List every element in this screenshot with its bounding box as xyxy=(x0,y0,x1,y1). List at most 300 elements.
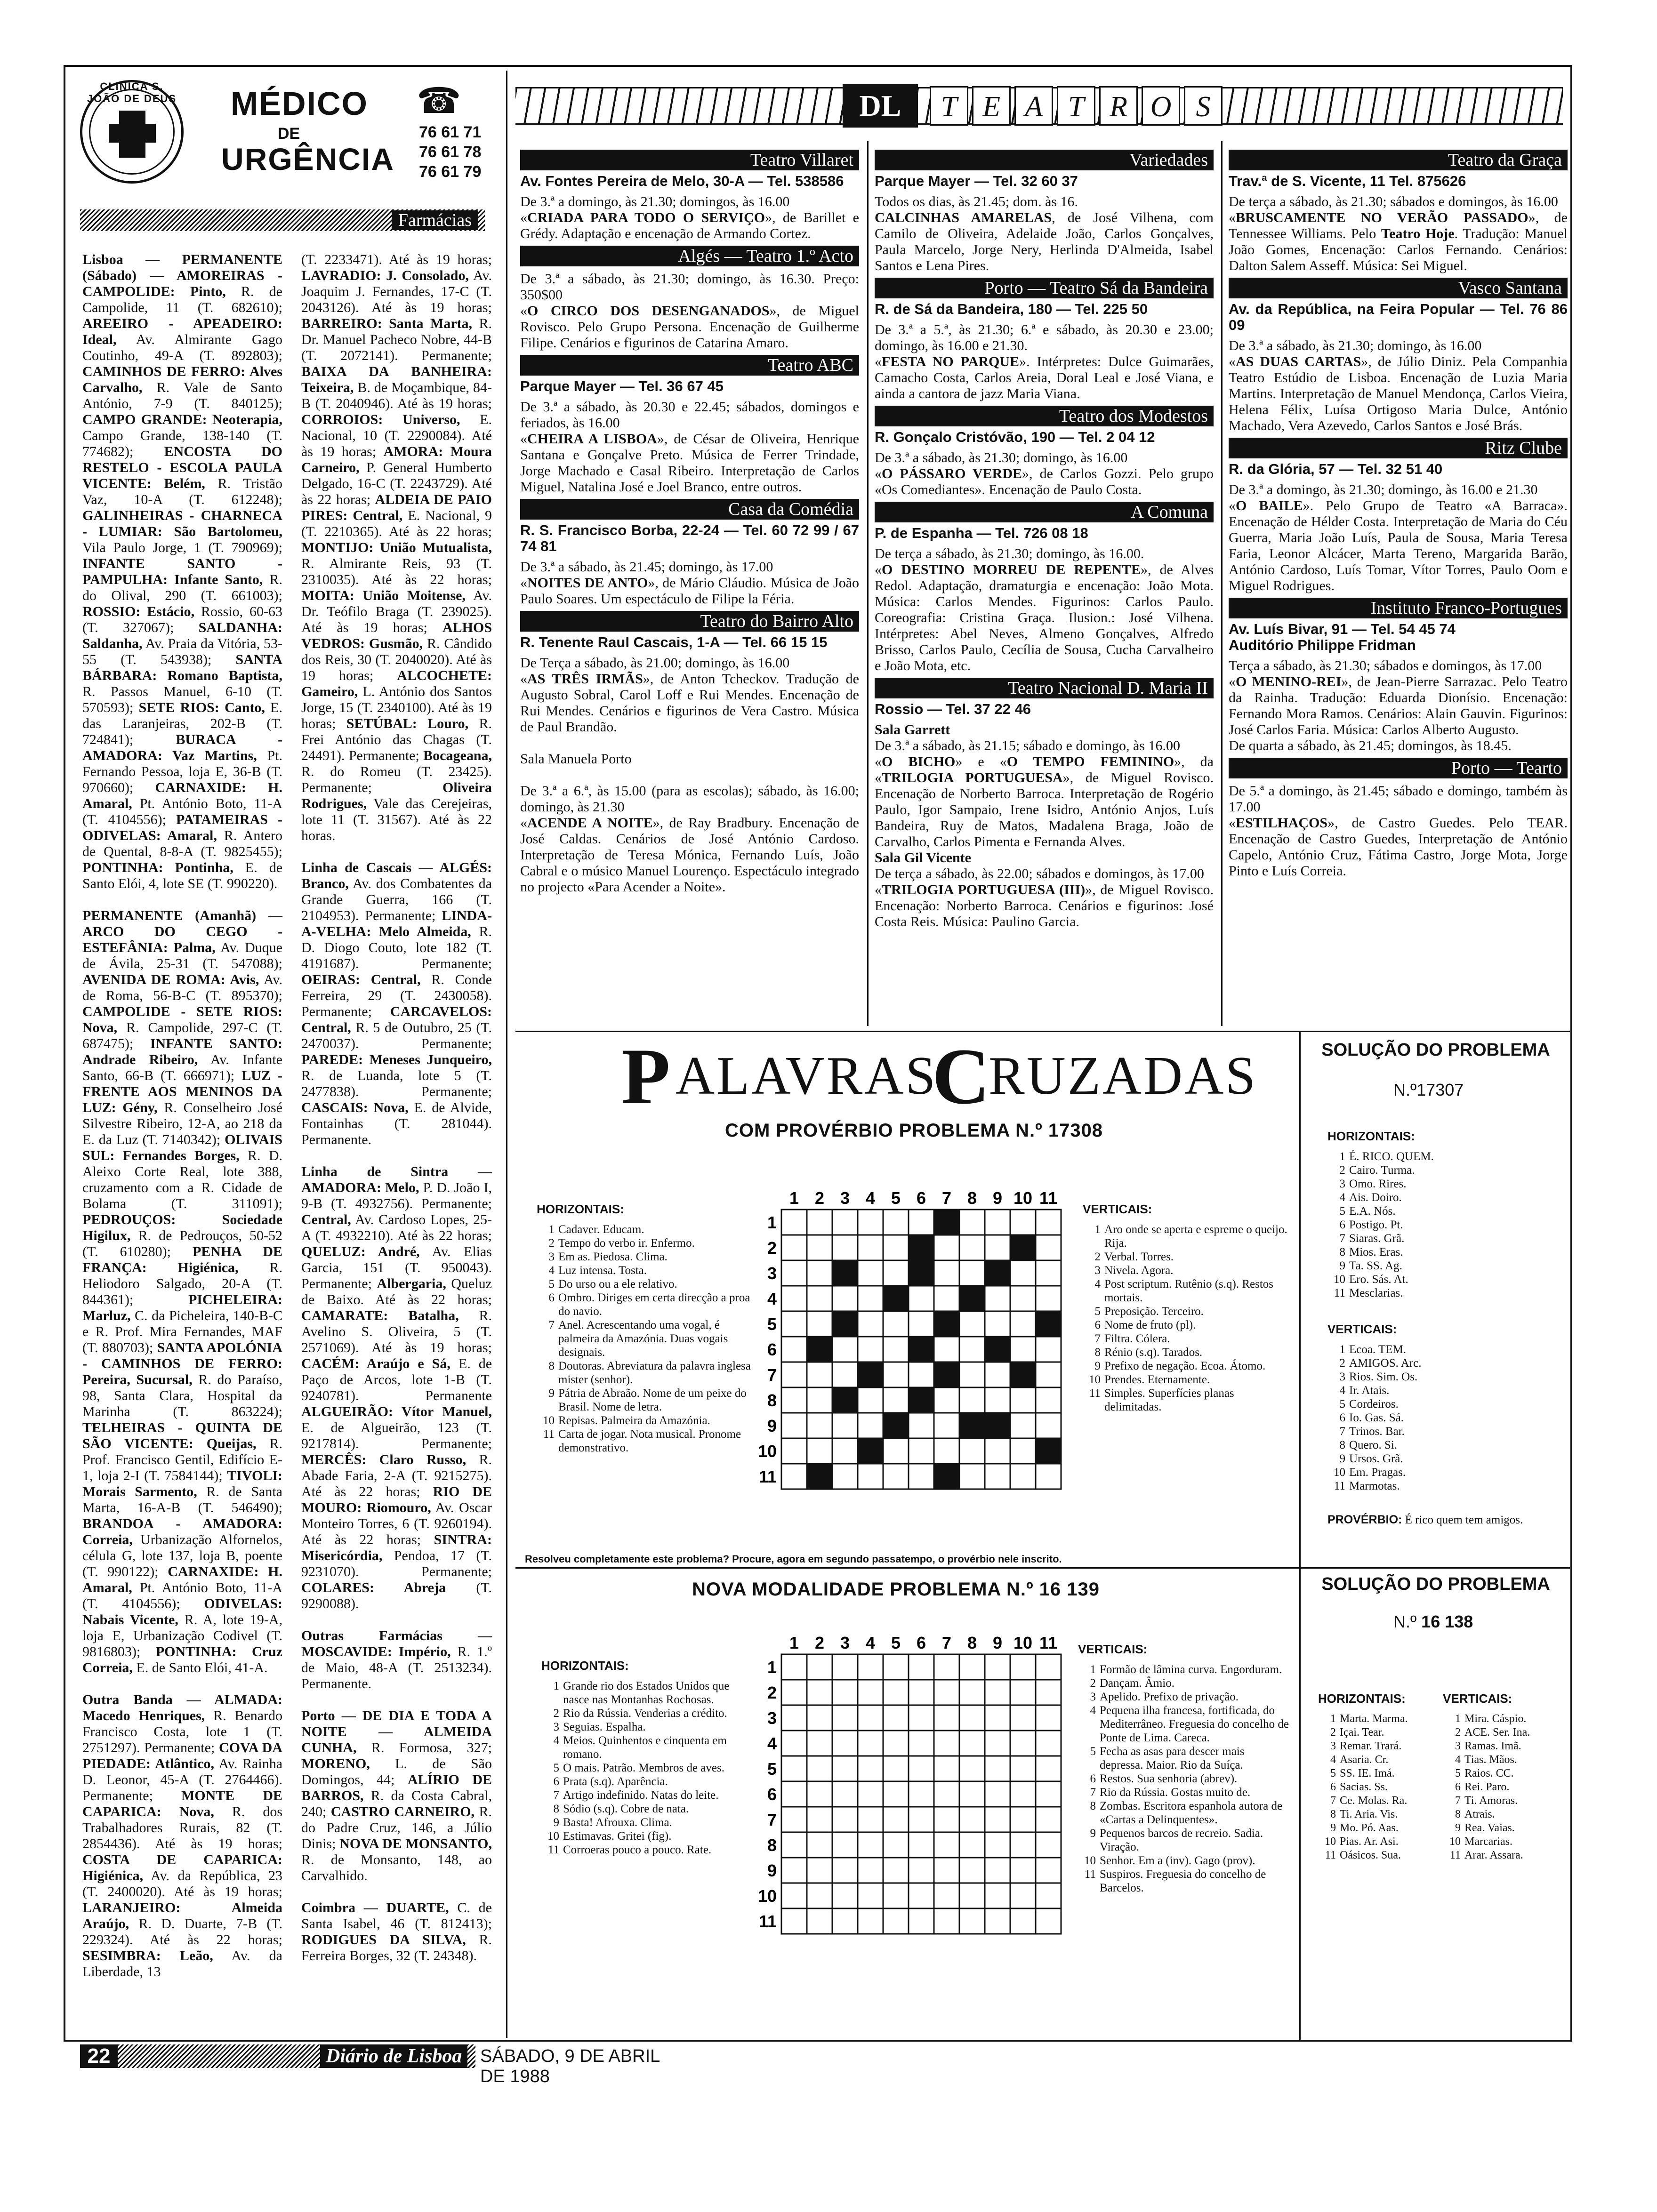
pharmacy-paragraph: (T. 2233471). Até às 19 horas; LAVRADIO: J. Consolado, Av. Joaquim J. Fernandes, 17-C (T. 2043126). Até às 19 horas; BARREIRO: Santa Marta, R. Dr. Manuel Pacheco Nobre, 44-B (T. 2072141). Permanente; BAIXA DA BANHEIRA: Teixeira, B. de Moçambique, 84-B (T. 2040946). Até às 19 horas; CORROIOS: Universo, E. Nacional, 10 (T. 2290084). Até às 19 horas; AMORA: Moura Carneiro, P. General Humberto Delgado, 16-C (T. 2243729). Até às 22 horas; ALDEIA DE PAIO PIRES: Central, E. Nacional, 9 (T. 2210365). Até às 22 horas; MONTIJO: União Mutualista, R. Almirante Reis, 93 (T. 2310035). Até às 22 horas; MOITA: União Moitense, Av. Dr. Teófilo Braga (T. 239025). Até às 19 horas; ALHOS VEDROS: Gusmão, R. Cândido dos Reis, 30 (T. 2040020). Até às 19 horas; ALCOCHETE: Gameiro, L. António dos Santos Jorge, 15 (T. 2340100). Até às 19 horas; SETÚBAL: Louro, R. Frei António das Chagas (T. 24491). Permanente; Bocageana, R. do Romeu (T. 23425). Permanente; Oliveira Rodrigues, Vale das Cerejeiras, lote 11 (T. 31567). Até às 22 horas. xyxy=(301,252,492,843)
clue-item: 8 Atrais. xyxy=(1455,1808,1495,1820)
clue-item: 4 Post scriptum. Rutênio (s.q). Restos mortais. xyxy=(1094,1278,1274,1304)
grid-cell xyxy=(909,1781,934,1807)
grid-cell xyxy=(781,1438,807,1464)
grid-row-number: 2 xyxy=(767,1238,777,1258)
clinic-logo-text: CLINICA S. JOÃO DE DEUS xyxy=(87,80,177,104)
grid-row-number: 7 xyxy=(767,1810,777,1829)
grid-cell xyxy=(781,1858,807,1883)
clue-item: 4 Luz intensa. Tosta. xyxy=(548,1264,647,1277)
clue-item: 3 Omo. Rires. xyxy=(1339,1178,1407,1190)
clue-list-title: VERTICAIS: xyxy=(1083,1202,1152,1216)
teatros-letter-box: T xyxy=(930,86,968,126)
theatre-name-banner: Teatro do Bairro Alto xyxy=(520,611,859,632)
grid-cell xyxy=(1010,1654,1036,1680)
grid-column-number: 2 xyxy=(814,1633,825,1652)
clue-item: 3 Remar. Trará. xyxy=(1330,1740,1402,1752)
grid-black-cell xyxy=(832,1260,858,1286)
grid-cell xyxy=(934,1235,959,1260)
grid-cell xyxy=(985,1210,1010,1235)
grid-cell xyxy=(781,1311,807,1337)
grid-cell xyxy=(985,1438,1010,1464)
cw2-grid xyxy=(758,1631,1087,1951)
grid-cell xyxy=(959,1781,985,1807)
medico-title: MÉDICO xyxy=(231,85,368,122)
farmacias-banner-label: Farmácias xyxy=(392,210,478,230)
grid-cell xyxy=(807,1260,832,1286)
theatre-name-banner: Casa da Comédia xyxy=(520,499,859,520)
theatre-listing xyxy=(875,678,1214,930)
pharmacy-paragraph: PERMANENTE (Amanhã) — ARCO DO CEGO - ESTEFÂNIA: Palma, Av. Duque de Ávila, 25-31 (T. 547088); AVENIDA DE ROMA: Avis, Av. de Roma, 56-B-C (T. 895370); CAMPOLIDE - SETE RIOS: Nova, R. Campolide, 297-C (T. 687475); INFANTE SANTO: Andrade Ribeiro, Av. Infante Santo, 66-B (T. 666971); LUZ - FRENTE AOS MENINOS DA LUZ: Gény, R. Conselheiro José Silvestre Ribeiro, 12-A, ao 218 da E. da Luz (T. 7140342); OLIVAIS SUL: Fernandes Borges, R. D. Aleixo Corte Real, lote 388, cruzamento com a R. Cidade de Bolama (T. 311091); PEDROUÇOS: Sociedade Higilux, R. de Pedrouços, 50-52 (T. 610280); PENHA DE FRANÇA: Higiénica, R. Heliodoro Salgado, 20-A (T. 844361); PICHELEIRA: Marluz, C. da Picheleira, 140-B-C e R. Prof. Mira Fernandes, MAF (T. 880703); SANTA APOLÓNIA - CAMINHOS DE FERRO: Pereira, Sucursal, R. do Paraíso, 98, Santa Clara, Hospital da Marinha (T. 863224); TELHEIRAS - QUINTA DE SÃO VICENTE: Queijas, R. Prof. Francisco Gentil, Edifício E-1, loja 2-I (T. 7584144); TIVOLI: Morais Sarmento, R. de Santa Marta, 16-A-B (T. 546490); BRANDOA - AMADORA: Correia, Urbanização Alfornelos, célula G, lote 137, loja B, poente (T. 990122); CARNAXIDE: H. Amaral, Pt. António Boto, 11-A (T. 4104556); ODIVELAS: Nabais Vicente, R. A, lote 19-A, loja E, Urbanização Codivel (T. 9816803); PONTINHA: Cruz Correia, E. de Santo Elói, 41-A. xyxy=(82,908,283,1675)
theatre-name-banner: Porto — Tearto xyxy=(1229,758,1568,778)
theatre-address: Av. Fontes Pereira de Melo, 30-A — Tel. 538586 xyxy=(520,173,844,189)
grid-cell xyxy=(1010,1438,1036,1464)
grid-cell xyxy=(807,1387,832,1413)
clue-item: 9 Ursos. Grã. xyxy=(1339,1452,1403,1465)
grid-column-number: 2 xyxy=(814,1188,825,1208)
grid-cell xyxy=(781,1387,807,1413)
column-divider xyxy=(1299,1031,1301,2040)
grid-cell xyxy=(934,1908,959,1934)
grid-cell xyxy=(883,1260,909,1286)
grid-cell xyxy=(1010,1337,1036,1362)
clue-item: 6 Io. Gas. Sá. xyxy=(1339,1411,1404,1424)
grid-cell xyxy=(934,1883,959,1908)
theatre-details: De 5.ª a domingo, às 21.45; sábado e domingo, também às 17.00 «ESTILHAÇOS», de Castro Guedes. Pelo TEAR. Encenação de Castro Guedes, Interpretação de António Capelo, António Cruz, Fátima Castro, Jorge Mota, Jorge Pinto e Luís Correia. xyxy=(1229,783,1568,879)
grid-cell xyxy=(985,1781,1010,1807)
grid-cell xyxy=(934,1260,959,1286)
clue-item: 9 Prefixo de negação. Ecoa. Átomo. xyxy=(1094,1360,1266,1372)
grid-cell xyxy=(832,1362,858,1387)
grid-cell xyxy=(985,1387,1010,1413)
clue-item: 6 Ombro. Diriges em certa direcção a proa do navio. xyxy=(548,1291,750,1318)
clue-item: 2 Tempo do verbo ir. Enfermo. xyxy=(548,1237,695,1250)
grid-cell xyxy=(909,1464,934,1489)
clue-item: 11 Oásicos. Sua. xyxy=(1325,1849,1401,1861)
grid-cell xyxy=(858,1286,883,1311)
grid-cell xyxy=(883,1337,909,1362)
grid-cell xyxy=(807,1438,832,1464)
title-ruzadas: RUZADAS xyxy=(989,1046,1258,1106)
clue-item: 2 ACE. Ser. Ina. xyxy=(1455,1726,1530,1739)
clue-item: 8 Ti. Aria. Vis. xyxy=(1330,1808,1398,1820)
grid-cell xyxy=(807,1883,832,1908)
grid-cell xyxy=(883,1387,909,1413)
clue-item: 3 Ramas. Imã. xyxy=(1455,1740,1521,1752)
title-letter-c: C xyxy=(932,1032,991,1121)
grid-column-number: 1 xyxy=(789,1633,799,1652)
grid-black-cell xyxy=(858,1438,883,1464)
grid-cell xyxy=(985,1858,1010,1883)
grid-cell xyxy=(883,1858,909,1883)
clue-item: 5 E.A. Nós. xyxy=(1339,1205,1396,1218)
grid-cell xyxy=(781,1235,807,1260)
grid-cell xyxy=(807,1858,832,1883)
cw2-verticals xyxy=(1078,1643,1290,1895)
grid-cell xyxy=(832,1337,858,1362)
clue-item: 10 Prendes. Eternamente. xyxy=(1089,1373,1210,1386)
grid-column-number: 6 xyxy=(916,1633,926,1652)
grid-black-cell xyxy=(934,1362,959,1387)
grid-cell xyxy=(1010,1807,1036,1832)
grid-cell xyxy=(1010,1210,1036,1235)
teatros-letter-box: A xyxy=(1014,86,1053,126)
grid-cell xyxy=(1010,1286,1036,1311)
theatre-listing xyxy=(1229,150,1568,274)
grid-cell xyxy=(807,1832,832,1858)
clue-item: 11 Arar. Assara. xyxy=(1449,1849,1523,1861)
grid-cell xyxy=(807,1362,832,1387)
clue-item: 5 Fecha as asas para descer mais depressa. Maior. Rio da Suíça. xyxy=(1090,1745,1245,1771)
grid-row-number: 7 xyxy=(767,1365,777,1385)
grid-black-cell xyxy=(909,1387,934,1413)
clue-item: 7 Ti. Amoras. xyxy=(1455,1795,1518,1807)
grid-column-number: 3 xyxy=(840,1188,850,1208)
clue-item: 2 Içai. Tear. xyxy=(1330,1726,1384,1739)
grid-cell xyxy=(934,1858,959,1883)
grid-black-cell xyxy=(934,1464,959,1489)
grid-cell xyxy=(832,1680,858,1705)
sol1-title: SOLUÇÃO DO PROBLEMA xyxy=(1321,1040,1550,1060)
grid-black-cell xyxy=(883,1413,909,1438)
clue-item: 3 Em as. Piedosa. Clima. xyxy=(548,1250,668,1263)
clue-item: 4 Ir. Atais. xyxy=(1339,1384,1390,1397)
grid-row-number: 11 xyxy=(758,1912,777,1931)
telephone-icon: ☎ xyxy=(417,81,461,121)
clue-list-title: HORIZONTAIS: xyxy=(541,1659,629,1673)
grid-cell xyxy=(1010,1858,1036,1883)
grid-row-number: 6 xyxy=(767,1340,777,1359)
sol2-title: SOLUÇÃO DO PROBLEMA xyxy=(1321,1574,1550,1594)
theatre-address: Av. Luís Bivar, 91 — Tel. 54 45 74 Auditório Philippe Fridman xyxy=(1229,621,1456,653)
grid-cell xyxy=(1036,1413,1061,1438)
clue-item: 5 SS. IE. Imá. xyxy=(1330,1767,1395,1779)
teatros-column-1 xyxy=(520,146,859,899)
sol2-number xyxy=(1393,1612,1473,1632)
clue-item: 6 Postigo. Pt. xyxy=(1339,1218,1403,1231)
grid-cell xyxy=(934,1832,959,1858)
clue-item: 11 Corroeras pouco a pouco. Rate. xyxy=(547,1843,712,1856)
theatre-details: Sala Garrett De 3.ª a sábado, às 21.15; sábado e domingo, às 16.00 «O BICHO» e «O TEMPO FEMININO», da «TRILOGIA PORTUGUESA», de Miguel Rovisco. Encenação de Norberto Barroca. Interpretação de Rogério Paulo, Igor Sampaio, Irene Isidro, António Anjos, Luís Bandeira, Ruy de Matos, Madalena Braga, João de Carvalho, Carlos Pimenta e Fernanda Alves. Sala Gil Vicente De terça a sábado, às 22.00; sábados e domingos, às 17.00 «TRILOGIA PORTUGUESA (III)», de Miguel Rovisco. Encenação: Norberto Barroca. Cenários e figurinos: José Costa Reis. Música: Paulino Garcia. xyxy=(875,722,1214,930)
theatre-details: Terça a sábado, às 21.30; sábados e domingos, às 17.00 «O MENINO-REI», de Jean-Pierre Sarrazac. Pelo Teatro da Rainha. Tradução: Eduarda Dionísio. Encenação: Fernando Mora Ramos. Cenários: Alain Gauvin. Figurinos: José Carlos Faria. Música: Carlos Alberto Augusto. De quarta a sábado, às 21.45; domingos, às 18.45. xyxy=(1229,658,1568,753)
clue-item: 3 Nivela. Agora. xyxy=(1094,1264,1174,1277)
grid-black-cell xyxy=(807,1337,832,1362)
grid-row-number: 5 xyxy=(767,1314,777,1334)
grid-cell xyxy=(985,1807,1010,1832)
grid-cell xyxy=(1036,1807,1061,1832)
grid-cell xyxy=(1036,1908,1061,1934)
grid-row-number: 1 xyxy=(767,1213,777,1232)
grid-cell xyxy=(959,1210,985,1235)
grid-cell xyxy=(883,1654,909,1680)
theatre-details: De 3.ª a domingo, às 21.30; domingos, às 16.00 «CRIADA PARA TODO O SERVIÇO», de Barillet e Grédy. Adaptação e encenação de Armando Cortez. xyxy=(520,194,859,241)
grid-column-number: 5 xyxy=(891,1633,901,1652)
grid-black-cell xyxy=(909,1337,934,1362)
diario-logo xyxy=(118,2044,475,2068)
grid-cell xyxy=(832,1883,858,1908)
grid-cell xyxy=(1036,1731,1061,1756)
grid-column-number: 10 xyxy=(1013,1633,1033,1652)
grid-cell xyxy=(959,1756,985,1781)
cw1-footer-note: Resolveu completamente este problema? Procure, agora em segundo passatempo, o provérbio nele inscrito. xyxy=(525,1553,1062,1565)
clue-item: 6 Sacias. Ss. xyxy=(1330,1781,1388,1793)
clue-item: 5 Do urso ou a ele relativo. xyxy=(548,1278,677,1290)
grid-cell xyxy=(959,1680,985,1705)
clue-list-title: HORIZONTAIS: xyxy=(537,1202,624,1216)
grid-cell xyxy=(858,1260,883,1286)
grid-column-number: 1 xyxy=(789,1188,799,1208)
clue-item: 8 Zombas. Escritora espanhola autora de «Cartas a Delinquentes». xyxy=(1090,1800,1283,1826)
clue-item: 4 Ais. Doiro. xyxy=(1339,1191,1402,1204)
sol2-verticals xyxy=(1443,1692,1560,1862)
grid-cell xyxy=(959,1235,985,1260)
grid-cell xyxy=(807,1781,832,1807)
grid-cell xyxy=(1010,1908,1036,1934)
grid-cell xyxy=(985,1286,1010,1311)
grid-cell xyxy=(1010,1883,1036,1908)
grid-cell xyxy=(832,1654,858,1680)
cw2-horizontals xyxy=(541,1659,758,1857)
grid-row-number: 8 xyxy=(767,1391,777,1410)
grid-column-number: 3 xyxy=(840,1633,850,1652)
grid-cell xyxy=(1010,1781,1036,1807)
grid-cell xyxy=(959,1362,985,1387)
clue-item: 3 Rios. Sim. Os. xyxy=(1339,1370,1418,1383)
clue-item: 9 Pátria de Abraão. Nome de um peixe do Brasil. Nome de letra. xyxy=(548,1387,747,1413)
sol2-number-value: 16 138 xyxy=(1421,1612,1473,1631)
grid-cell xyxy=(781,1883,807,1908)
clue-item: 7 Anel. Acrescentando uma vogal, é palmeira da Amazónia. Duas vogais designais. xyxy=(548,1319,728,1359)
grid-cell xyxy=(959,1807,985,1832)
grid-column-number: 11 xyxy=(1039,1188,1058,1208)
grid-cell xyxy=(858,1654,883,1680)
theatre-details: De 3.ª a sábado, às 20.30 e 22.45; sábados, domingos e feriados, às 16.00 «CHEIRA A LISBOA», de César de Oliveira, Henrique Santana e Gonçalve Preto. Música de Ferrer Trindade, Jorge Machado e Casal Ribeiro. Interpretação de Carlos Miguel, Natalina José e Joel Branco, entre outros. xyxy=(520,399,859,495)
grid-cell xyxy=(909,1680,934,1705)
theatre-listing xyxy=(520,246,859,351)
grid-column-number: 8 xyxy=(967,1633,977,1652)
grid-cell xyxy=(883,1807,909,1832)
pharmacy-paragraph: Outra Banda — ALMADA: Macedo Henriques, R. Benardo Francisco Costa, lote 1 (T. 2751297). Permanente; COVA DA PIEDADE: Atlântico, Av. Rainha D. Leonor, 45-A (T. 2764466). Permanente; MONTE DE CAPARICA: Nova, R. dos Trabalhadores Rurais, 82 (T. 2854436). Até às 19 horas; COSTA DE CAPARICA: Higiénica, Av. da República, 23 (T. 2400020). Até às 19 horas; LARANJEIRO: Almeida Araújo, R. D. Duarte, 7-B (T. 229324). Até às 22 horas; SESIMBRA: Leão, Av. da Liberdade, 13 xyxy=(82,1692,283,1980)
theatre-details: De terça a sábado, às 21.30; domingo, às 16.00. «O DESTINO MORREU DE REPENTE», de Alves Redol. Adaptação, dramaturgia e encenação: João Mota. Música: Carlos Mendes. Figurinos: Carlos Paulo. Coreografia: Cristina Graça. Ilusion.: José Vilhena. Intérpretes: Abel Neves, Almeno Gonçalves, Alfredo Brisso, Carlos Paulo, Cecília de Sousa, Cucha Carvalheiro e João Mota, etc. xyxy=(875,546,1214,673)
grid-cell xyxy=(909,1705,934,1731)
grid-cell xyxy=(959,1858,985,1883)
grid-cell xyxy=(883,1883,909,1908)
clue-item: 1 Grande rio dos Estados Unidos que nasce nas Montanhas Rochosas. xyxy=(553,1680,730,1706)
grid-cell xyxy=(1036,1286,1061,1311)
theatre-address: R. S. Francisco Borba, 22-24 — Tel. 60 72 99 / 67 74 81 xyxy=(520,522,859,554)
grid-cell xyxy=(909,1832,934,1858)
grid-cell xyxy=(985,1705,1010,1731)
teatros-letter-box: O xyxy=(1142,86,1180,126)
grid-cell xyxy=(781,1807,807,1832)
grid-cell xyxy=(883,1908,909,1934)
cw1-horizontals xyxy=(537,1202,753,1455)
grid-column-number: 9 xyxy=(992,1633,1003,1652)
sol2-number-prefix: N.º xyxy=(1393,1612,1417,1631)
grid-cell xyxy=(1036,1260,1061,1286)
clue-list-title: VERTICAIS: xyxy=(1327,1322,1397,1336)
clue-item: 9 Rea. Vaias. xyxy=(1455,1822,1515,1834)
grid-row-number: 10 xyxy=(758,1886,777,1906)
grid-cell xyxy=(1010,1705,1036,1731)
grid-column-number: 6 xyxy=(916,1188,926,1208)
clue-item: 8 Mios. Eras. xyxy=(1339,1246,1403,1258)
page-date: SÁBADO, 9 DE ABRIL DE 1988 xyxy=(480,2046,660,2086)
pharmacy-paragraph: Coimbra — DUARTE, C. de Santa Isabel, 46 (T. 812413); RODIGUES DA SILVA, R. Ferreira Borges, 32 (T. 24348). xyxy=(301,1900,492,1964)
grid-cell xyxy=(858,1731,883,1756)
theatre-name-banner: Algés — Teatro 1.º Acto xyxy=(520,246,859,266)
grid-cell xyxy=(909,1413,934,1438)
teatros-column-2 xyxy=(875,146,1214,934)
column-divider xyxy=(867,141,869,1026)
grid-row-number: 9 xyxy=(767,1861,777,1880)
grid-cell xyxy=(1036,1781,1061,1807)
grid-cell xyxy=(807,1413,832,1438)
grid-row-number: 10 xyxy=(758,1442,777,1461)
theatre-listing xyxy=(520,355,859,495)
theatre-name-banner: Ritz Clube xyxy=(1229,438,1568,458)
clue-item: 6 Restos. Sua senhoria (abrev). xyxy=(1090,1772,1238,1785)
clue-item: 7 Trinos. Bar. xyxy=(1339,1425,1405,1438)
grid-cell xyxy=(883,1311,909,1337)
farmacias-column-1 xyxy=(82,252,282,1980)
clue-item: 11 Marmotas. xyxy=(1334,1480,1400,1492)
clue-item: 11 Carta de jogar. Nota musical. Pronome demonstrativo. xyxy=(543,1428,741,1454)
teatros-header xyxy=(515,82,1563,129)
phone-2: 76 61 78 xyxy=(419,143,482,161)
grid-cell xyxy=(934,1731,959,1756)
grid-cell xyxy=(959,1832,985,1858)
cw1-verticals xyxy=(1083,1202,1290,1414)
theatre-listing xyxy=(1229,438,1568,594)
grid-row-number: 1 xyxy=(767,1658,777,1677)
grid-cell xyxy=(858,1883,883,1908)
grid-column-number: 10 xyxy=(1013,1188,1033,1208)
theatre-listing xyxy=(520,150,859,242)
teatros-letter-box: R xyxy=(1099,86,1138,126)
grid-cell xyxy=(1036,1362,1061,1387)
theatre-address: R. de Sá da Bandeira, 180 — Tel. 225 50 xyxy=(875,301,1148,317)
crossword-grid-svg xyxy=(758,1186,1087,1506)
grid-black-cell xyxy=(909,1260,934,1286)
grid-cell xyxy=(832,1235,858,1260)
grid-cell xyxy=(781,1731,807,1756)
proverb-text: É rico quem tem amigos. xyxy=(1405,1514,1523,1526)
grid-cell xyxy=(909,1654,934,1680)
clue-item: 4 Pequena ilha francesa, fortificada, do Mediterrâneo. Freguesia do concelho de Ponte de Lima. Careca. xyxy=(1090,1704,1289,1744)
theatre-details: De 3.ª a 5.ª, às 21.30; 6.ª e sábado, às 20.30 e 23.00; domingo, às 16.00 e 21.30. «FESTA NO PARQUE». Intérpretes: Dulce Guimarães, Camacho Costa, Carlos Areia, Doral Leal e José Viana, e ainda a cantora de jazz Maria Viana. xyxy=(875,322,1214,401)
grid-cell xyxy=(858,1807,883,1832)
clue-item: 4 Asaria. Cr. xyxy=(1330,1754,1389,1766)
grid-black-cell xyxy=(1010,1235,1036,1260)
grid-cell xyxy=(959,1387,985,1413)
grid-cell xyxy=(985,1756,1010,1781)
grid-cell xyxy=(1010,1260,1036,1286)
clue-item: 3 Seguias. Espalha. xyxy=(553,1721,646,1733)
theatre-name-banner: Instituto Franco-Portugues xyxy=(1229,598,1568,618)
grid-cell xyxy=(832,1731,858,1756)
medico-phones xyxy=(419,122,481,182)
grid-column-number: 7 xyxy=(941,1188,952,1208)
theatre-name-banner: Teatro dos Modestos xyxy=(875,406,1214,426)
grid-cell xyxy=(832,1286,858,1311)
theatre-listing xyxy=(875,150,1214,274)
grid-cell xyxy=(858,1210,883,1235)
grid-cell xyxy=(959,1438,985,1464)
clue-item: 10 Marcarias. xyxy=(1449,1835,1512,1848)
grid-cell xyxy=(1010,1731,1036,1756)
clue-item: 7 Siaras. Grã. xyxy=(1339,1232,1405,1245)
grid-cell xyxy=(1036,1337,1061,1362)
grid-cell xyxy=(883,1705,909,1731)
medico-urgencia-header xyxy=(71,71,494,202)
grid-cell xyxy=(909,1883,934,1908)
grid-cell xyxy=(832,1807,858,1832)
grid-black-cell xyxy=(934,1210,959,1235)
theatre-details: De terça a sábado, às 21.30; sábados e domingos, às 16.00 «BRUSCAMENTE NO VERÃO PASSADO», de Tennessee Williams. Pelo Teatro Hoje. Tradução: Manuel João Gomes, Encenação: Carlos Fernando. Cenários: Dalton Salem Asseff. Música: Sei Miguel. xyxy=(1229,194,1568,273)
clinic-logo xyxy=(80,80,184,184)
grid-cell xyxy=(934,1286,959,1311)
clue-item: 5 O mais. Patrão. Membros de aves. xyxy=(553,1762,724,1774)
grid-cell xyxy=(1036,1858,1061,1883)
column-divider xyxy=(506,71,507,2038)
clue-list-title: VERTICAIS: xyxy=(1443,1691,1512,1706)
grid-cell xyxy=(858,1311,883,1337)
grid-cell xyxy=(883,1464,909,1489)
grid-black-cell xyxy=(807,1464,832,1489)
clue-item: 11 Suspiros. Freguesia do concelho de Barcelos. xyxy=(1084,1868,1266,1894)
palavras-cruzadas-title xyxy=(621,1031,1271,1121)
grid-cell xyxy=(934,1413,959,1438)
grid-cell xyxy=(1010,1756,1036,1781)
grid-cell xyxy=(883,1210,909,1235)
grid-row-number: 5 xyxy=(767,1759,777,1779)
theatre-details: Todos os dias, às 21.45; dom. às 16. CALCINHAS AMARELAS, de José Vilhena, com Camilo de Oliveira, Adelaide João, Carlos Gonçalves, Paula Marcelo, Jorge Nery, Herlinda D'Almeida, Isabel Santos e Lena Pires. xyxy=(875,194,1214,273)
grid-cell xyxy=(1036,1832,1061,1858)
teatros-letter-box: T xyxy=(1057,86,1095,126)
grid-cell xyxy=(909,1311,934,1337)
grid-cell xyxy=(807,1731,832,1756)
grid-cell xyxy=(909,1362,934,1387)
clue-item: 1 É. RICO. QUEM. xyxy=(1339,1150,1434,1163)
clue-item: 9 Basta! Afrouxa. Clima. xyxy=(553,1816,672,1829)
proverb-label: PROVÉRBIO: xyxy=(1327,1513,1402,1526)
grid-cell xyxy=(959,1883,985,1908)
pharmacy-paragraph: Linha de Cascais — ALGÉS: Branco, Av. dos Combatentes da Grande Guerra, 166 (T. 2104953). Permanente; LINDA-A-VELHA: Melo Almeida, R. D. Diogo Couto, lote 182 (T. 4191687). Permanente; OEIRAS: Central, R. Conde Ferreira, 29 (T. 2430058). Permanente; CARCAVELOS: Central, R. 5 de Outubro, 25 (T. 2470037). Permanente; PAREDE: Meneses Junqueiro, R. de Luanda, lote 5 (T. 2477838). Permanente; CASCAIS: Nova, E. de Alvide, Fontainhas (T. 281044). Permanente. xyxy=(301,860,492,1147)
theatre-details: De 3.ª a sábado, às 21.30; domingo, às 16.00 «O PÁSSARO VERDE», de Carlos Gozzi. Pelo grupo «Os Comediantes». Encenação de Paulo Costa. xyxy=(875,450,1214,497)
grid-black-cell xyxy=(909,1235,934,1260)
grid-cell xyxy=(781,1286,807,1311)
teatros-column-3 xyxy=(1229,146,1568,883)
theatre-name-banner: Teatro Nacional D. Maria II xyxy=(875,678,1214,698)
grid-cell xyxy=(781,1413,807,1438)
clue-item: 2 Cairo. Turma. xyxy=(1339,1164,1415,1177)
grid-cell xyxy=(934,1705,959,1731)
clue-item: 10 Estimavas. Gritei (fig). xyxy=(547,1830,672,1843)
grid-black-cell xyxy=(959,1286,985,1311)
grid-black-cell xyxy=(985,1260,1010,1286)
theatre-address: P. de Espanha — Tel. 726 08 18 xyxy=(875,525,1088,541)
pharmacy-paragraph: Porto — DE DIA E TODA A NOITE — ALMEIDA CUNHA, R. Formosa, 327; MORENO, L. de São Domingos, 44; ALÍRIO DE BARROS, R. da Costa Cabral, 240; CASTRO CARNEIRO, R. do Padre Cruz, 146, a Júlio Dinis; NOVA DE MONSANTO, R. de Monsanto, 148, ao Carvalhido. xyxy=(301,1708,492,1883)
clue-item: 1 Cadaver. Educam. xyxy=(548,1223,644,1236)
theatre-listing xyxy=(1229,758,1568,879)
grid-cell xyxy=(934,1807,959,1832)
grid-cell xyxy=(959,1908,985,1934)
grid-cell xyxy=(1036,1756,1061,1781)
theatre-name-banner: A Comuna xyxy=(875,502,1214,522)
grid-black-cell xyxy=(959,1413,985,1438)
grid-cell xyxy=(781,1210,807,1235)
grid-cell xyxy=(959,1705,985,1731)
